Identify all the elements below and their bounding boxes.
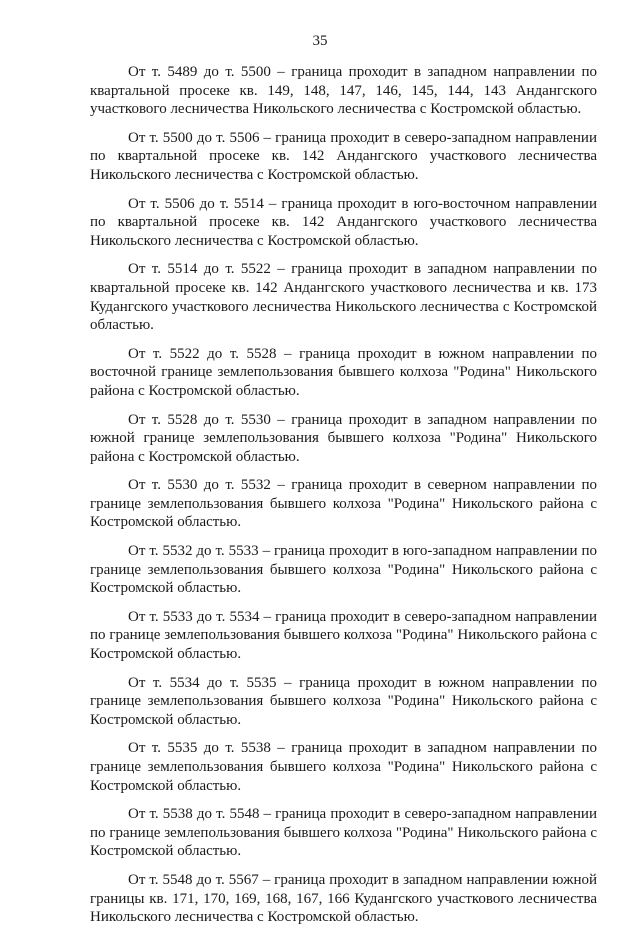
boundary-paragraph: От т. 5528 до т. 5530 – граница проходит в западном направлении по южной границе землепользования бывшего колхоза "Родина" Никольского района с Костромской областью. (90, 411, 597, 465)
boundary-paragraph: От т. 5534 до т. 5535 – граница проходит в южном направлении по границе землепользования бывшего колхоза "Родина" Никольского района с Костромской областью. (90, 674, 597, 728)
document-body (90, 63, 597, 937)
boundary-paragraph: От т. 5506 до т. 5514 – граница проходит в юго-восточном направлении по квартальной просеке кв. 142 Андангского участкового лесничества Никольского лесничества с Костромской областью. (90, 195, 597, 249)
page-number: 35 (312, 33, 328, 49)
boundary-paragraph: От т. 5522 до т. 5528 – граница проходит в южном направлении по восточной границе землепользования бывшего колхоза "Родина" Никольского района с Костромской областью. (90, 345, 597, 399)
boundary-paragraph: От т. 5535 до т. 5538 – граница проходит в западном направлении по границе землепользования бывшего колхоза "Родина" Никольского района с Костромской областью. (90, 740, 597, 794)
boundary-paragraph: От т. 5500 до т. 5506 – граница проходит в северо-западном направлении по квартальной просеке кв. 142 Андангского участкового лесничества Никольского лесничества с Костромской областью. (90, 129, 597, 183)
boundary-paragraph: От т. 5489 до т. 5500 – граница проходит в западном направлении по квартальной просеке кв. 149, 148, 147, 146, 145, 144, 143 Андангского участкового лесничества Никольского лесничества с Костромской областью. (90, 64, 597, 118)
boundary-paragraph: От т. 5548 до т. 5567 – граница проходит в западном направлении южной границы кв. 171, 170, 169, 168, 167, 166 Кудангского участкового лесничества Никольского лесничества с Костромской областью. (90, 871, 597, 926)
boundary-paragraph: От т. 5533 до т. 5534 – граница проходит в северо-западном направлении по границе землепользования бывшего колхоза "Родина" Никольского района с Костромской областью. (90, 608, 597, 663)
boundary-paragraph: От т. 5532 до т. 5533 – граница проходит в юго-западном направлении по границе землепользования бывшего колхоза "Родина" Никольского района с Костромской областью. (90, 543, 597, 597)
boundary-paragraph: От т. 5530 до т. 5532 – граница проходит в северном направлении по границе землепользования бывшего колхоза "Родина" Никольского района с Костромской областью. (90, 477, 597, 531)
boundary-paragraph: От т. 5514 до т. 5522 – граница проходит в западном направлении по квартальной просеке кв. 142 Андангского участкового лесничества и кв. 173 Кудангского участкового лесничества Никольского лесничества с Костромской областью. (90, 261, 597, 334)
boundary-paragraph: От т. 5538 до т. 5548 – граница проходит в северо-западном направлении по границе землепользования бывшего колхоза "Родина" Никольского района с Костромской областью. (90, 806, 597, 860)
